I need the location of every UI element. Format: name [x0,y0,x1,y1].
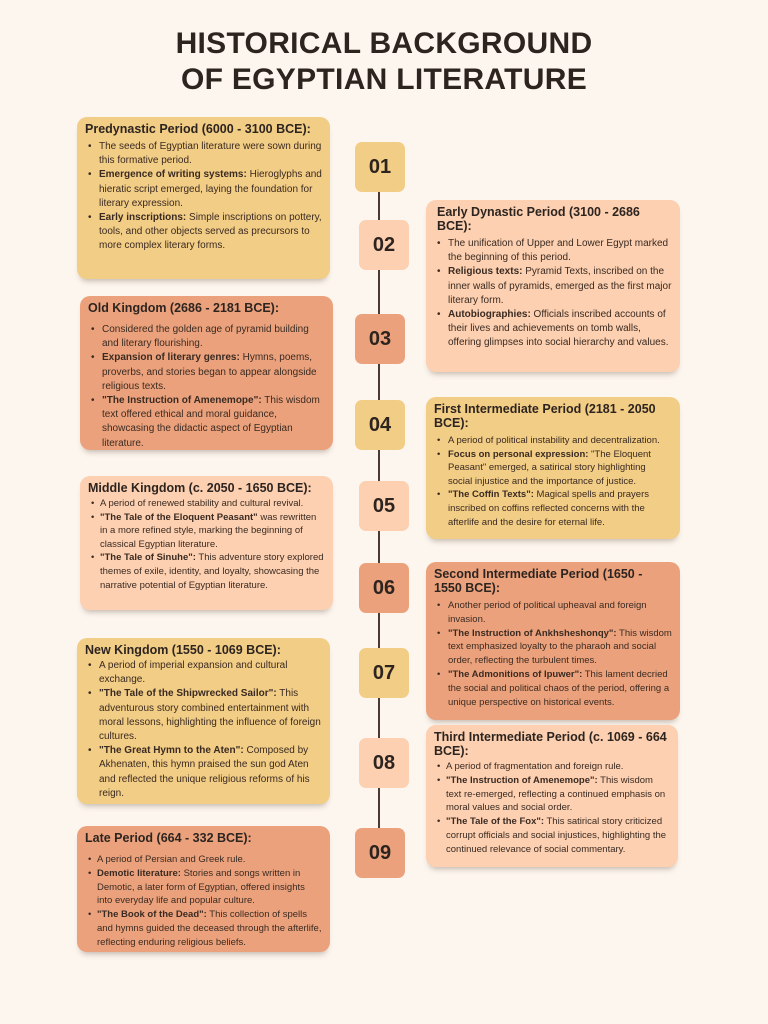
period-card-late-period [77,826,330,952]
period-heading: Late Period (664 - 332 BCE): [85,831,252,845]
period-heading: Early Dynastic Period (3100 - 2686 BCE): [437,205,640,233]
bullet-item: • A period of fragmentation and foreign rule. [434,760,670,774]
bullet-item: • "The Tale of the Shipwrecked Sailor": This adventurous story combined entertainment with moral lessons, highlighting the influence of foreign cultures. [85,687,322,744]
bullet-item: • Demotic literature: Stories and songs written in Demotic, a later form of Egyptian, offered insights into everyday life and popular culture. [85,867,322,908]
bullet-item: • A period of Persian and Greek rule. [85,853,322,867]
period-number-07: 07 [359,648,409,698]
bullet-item: • "The Tale of the Eloquent Peasant" was rewritten in a more refined style, marking the beginning of classical Egyptian literature. [88,511,325,552]
title-line-1: HISTORICAL BACKGROUND [175,27,593,60]
period-number-01: 01 [355,142,405,192]
period-card-early-dynastic [426,200,680,372]
bullet-item: • Religious texts: Pyramid Texts, inscribed on the inner walls of pyramids, emerged as the first major literary form. [434,265,672,308]
bullet-item: • "The Instruction of Amenemope": This wisdom text offered ethical and moral guidance, showcasing the didactic aspect of Egyptian literature. [88,394,325,451]
bullet-item: • Autobiographies: Officials inscribed accounts of their lives and achievements on tomb walls, offering glimpses into social hierarchy and values. [434,308,672,351]
period-card-new-kingdom [77,638,330,804]
period-number-06: 06 [359,563,409,613]
period-heading: Old Kingdom (2686 - 2181 BCE): [88,301,280,315]
bullet-item: • "The Book of the Dead": This collection of spells and hymns guided the deceased through the afterlife, reflecting enduring religious beliefs. [85,908,322,949]
bullet-item: • Expansion of literary genres: Hymns, poems, proverbs, and stories began to appear alongside religious texts. [88,351,325,394]
period-heading: Second Intermediate Period (1650 - 1550 BCE): [434,567,643,595]
bullet-item: • Focus on personal expression: "The Eloquent Peasant" emerged, a satirical story highlighting social injustice and the importance of justice. [434,448,672,489]
period-card-predynastic [77,117,330,279]
period-heading: Predynastic Period (6000 - 3100 BCE): [85,122,311,136]
bullet-item: • A period of political instability and decentralization. [434,434,672,448]
bullet-item: • Early inscriptions: Simple inscriptions on pottery, tools, and other objects served as precursors to more complex literary forms. [85,211,322,254]
period-heading: First Intermediate Period (2181 - 2050 BCE): [434,402,656,430]
period-card-old-kingdom [80,296,333,450]
bullet-item: • A period of renewed stability and cultural revival. [88,497,325,511]
bullet-item: • "The Great Hymn to the Aten": Composed by Akhenaten, this hymn praised the sun god Aten and reflected the unique religious reforms of his reign. [85,744,322,801]
period-card-first-intermediate [426,397,680,539]
period-number-02: 02 [359,220,409,270]
bullet-item: • "The Tale of the Fox": This satirical story criticized corrupt officials and social injustices, highlighting the continued relevance of social commentary. [434,815,670,856]
bullet-item: • "The Coffin Texts": Magical spells and prayers inscribed on coffins reflected concerns with the afterlife and the desire for eternal life. [434,488,672,529]
period-heading: Middle Kingdom (c. 2050 - 1650 BCE): [88,481,312,495]
period-card-third-intermediate [426,725,678,867]
period-number-04: 04 [355,400,405,450]
bullet-item: • "The Instruction of Ankhsheshonqy": This wisdom text emphasized loyalty to the pharaoh and social order, reflecting the turbulent times. [434,627,672,668]
period-heading: Third Intermediate Period (c. 1069 - 664 BCE): [434,730,667,758]
bullet-item: • The unification of Upper and Lower Egypt marked the beginning of this period. [434,237,672,265]
period-number-05: 05 [359,481,409,531]
title-line-2: OF EGYPTIAN LITERATURE [180,63,588,96]
bullet-item: • Another period of political upheaval and foreign invasion. [434,599,672,627]
bullet-item: • Considered the golden age of pyramid building and literary flourishing. [88,323,325,351]
period-number-09: 09 [355,828,405,878]
period-card-second-intermediate [426,562,680,720]
page-title [0,26,768,98]
period-card-middle-kingdom [80,476,333,610]
bullet-item: • The seeds of Egyptian literature were sown during this formative period. [85,140,322,168]
bullet-item: • "The Tale of Sinuhe": This adventure story explored themes of exile, identity, and loyalty, showcasing the narrative potential of Egyptian literature. [88,551,325,592]
bullet-item: • Emergence of writing systems: Hieroglyphs and hieratic script emerged, laying the foundation for literary expression. [85,168,322,211]
period-number-08: 08 [359,738,409,788]
bullet-item: • "The Admonitions of Ipuwer": This lament decried the social and political chaos of the period, offering a unique perspective on historical events. [434,668,672,709]
bullet-item: • A period of imperial expansion and cultural exchange. [85,659,322,687]
period-heading: New Kingdom (1550 - 1069 BCE): [85,643,281,657]
period-number-03: 03 [355,314,405,364]
bullet-item: • "The Instruction of Amenemope": This wisdom text re-emerged, reflecting a continued emphasis on moral values and social order. [434,774,670,815]
